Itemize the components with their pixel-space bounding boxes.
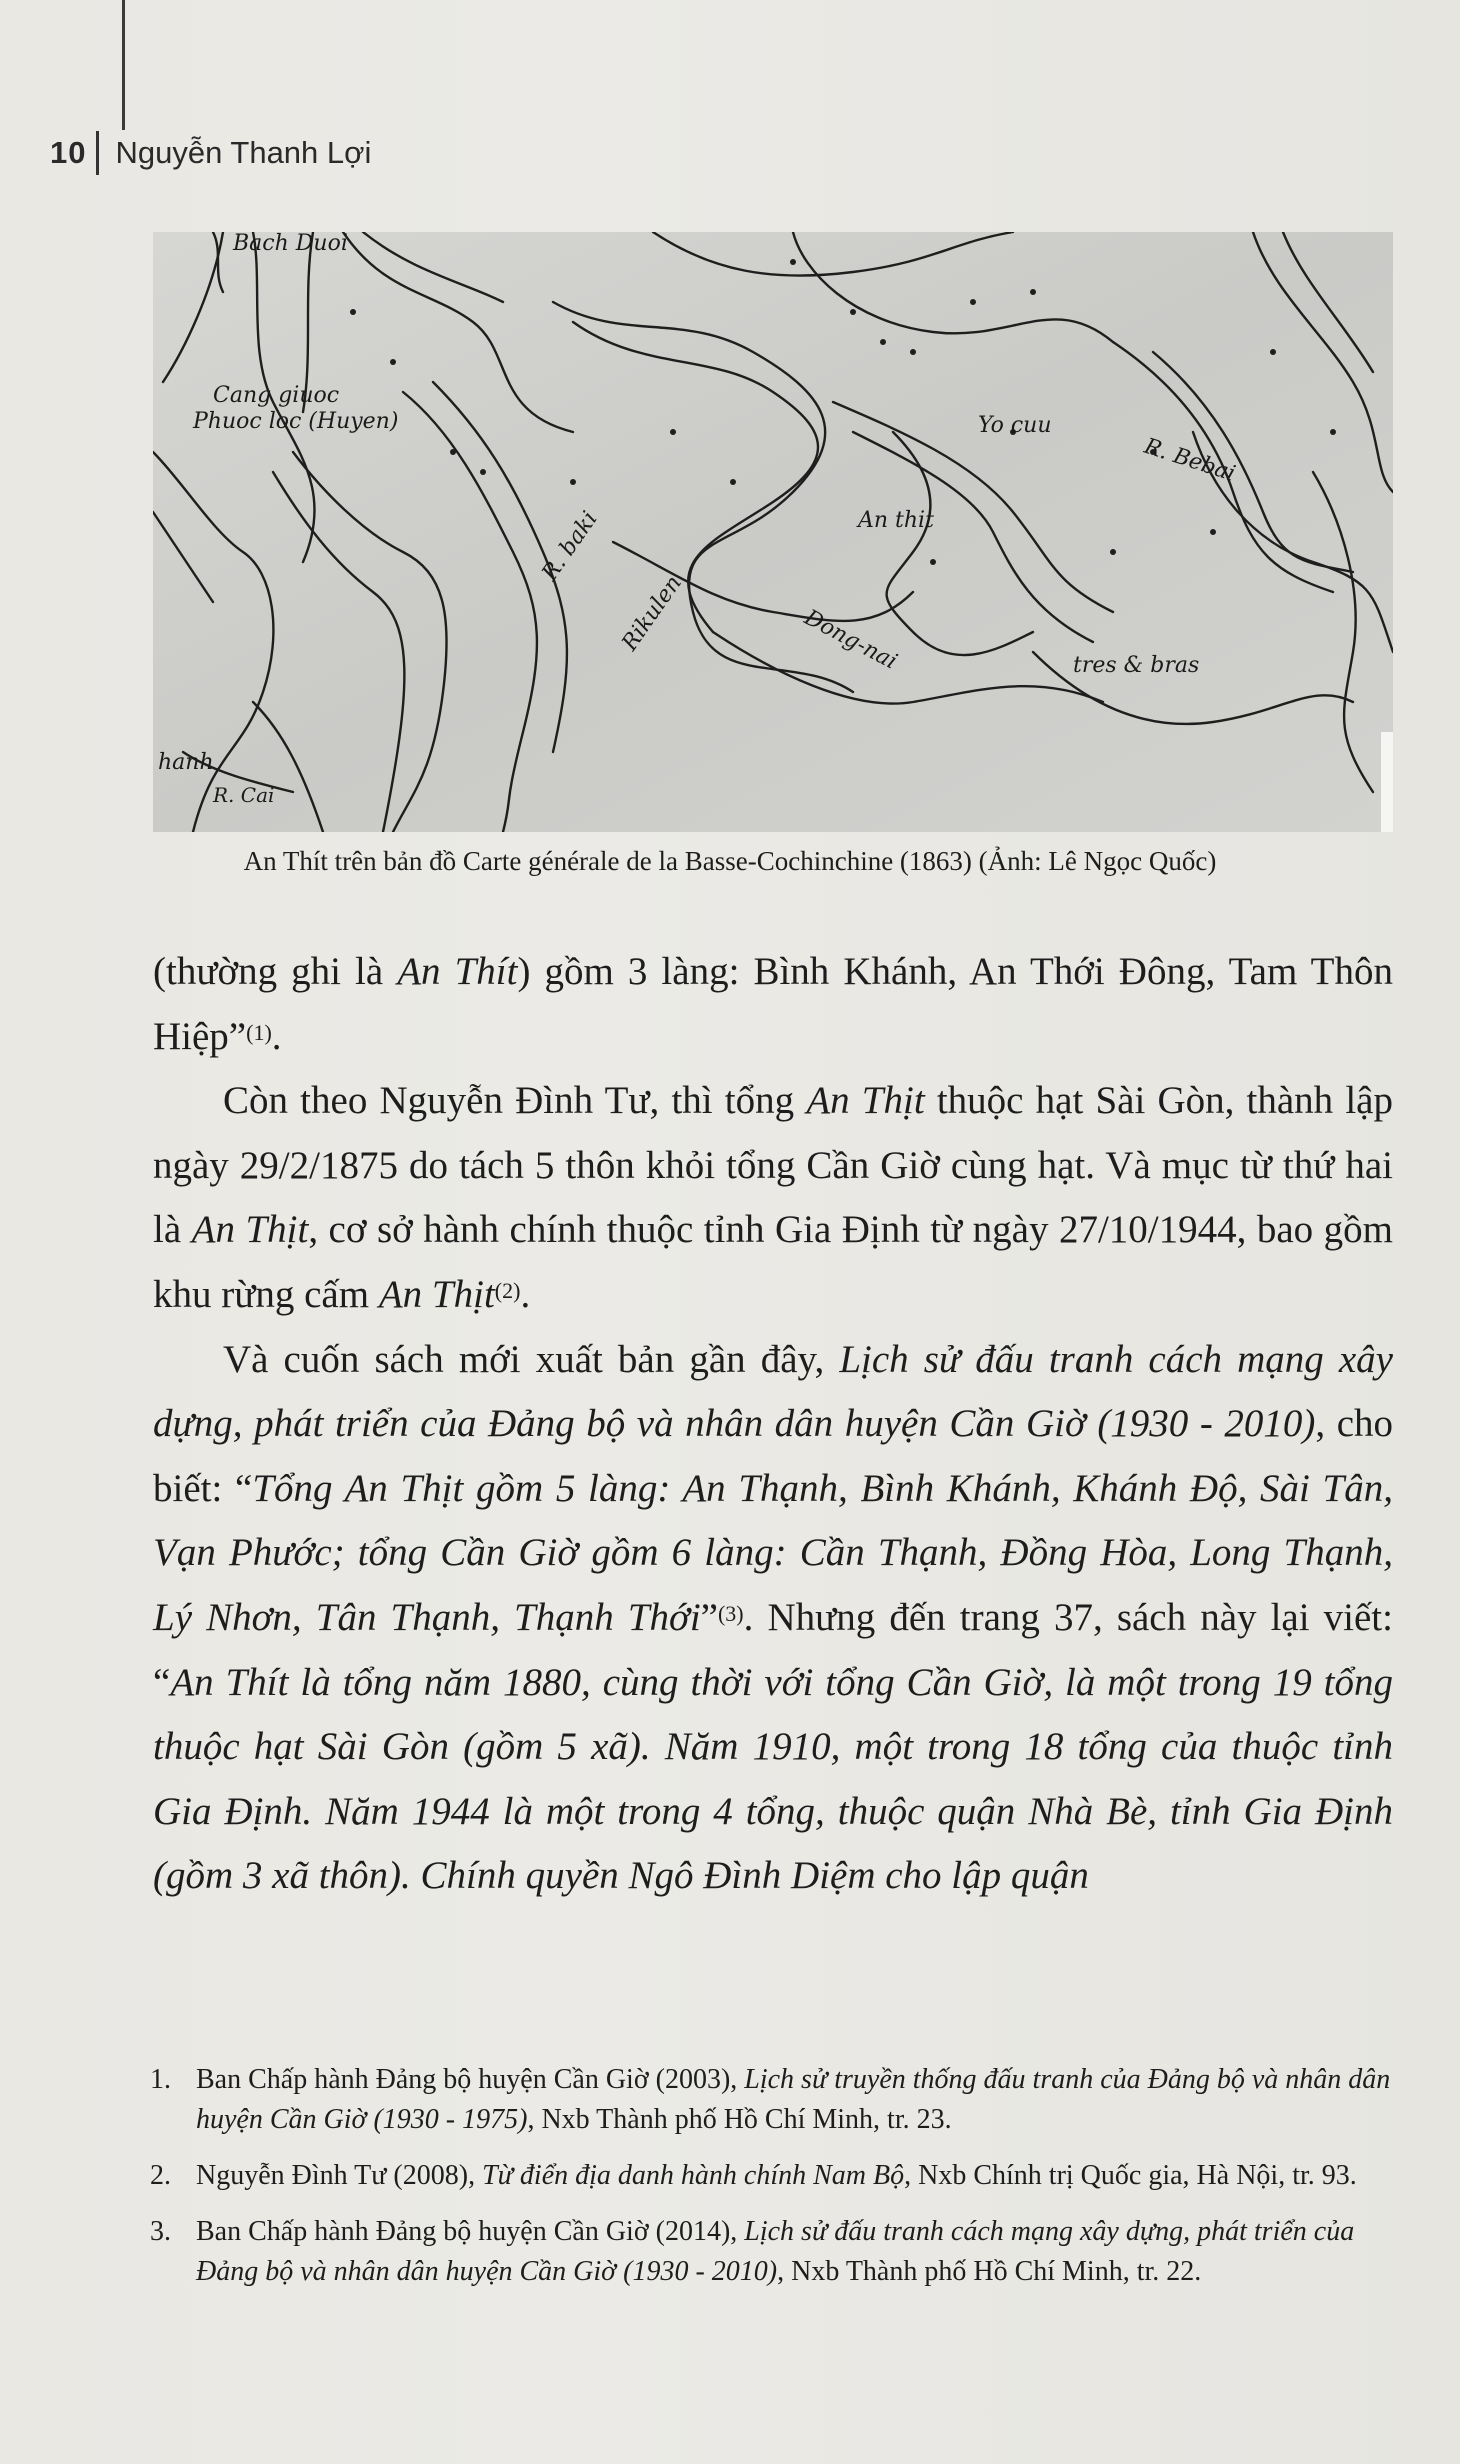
footnote-text: , Nxb Thành phố Hồ Chí Minh, tr. 23. (527, 2104, 952, 2135)
header-divider (96, 131, 99, 175)
footnote-title: Lịch sử truyền thống đấu tranh của Đảng bộ và nhân dân huyện Cần Giờ (1930 - 1975) (196, 2064, 1391, 2135)
historic-map-image (153, 232, 1393, 832)
page-number: 10 (50, 135, 87, 170)
text-span: . Nhưng đến trang 37, sách này lại viết: “ (153, 1595, 1393, 1704)
footnote-3 (150, 2212, 1400, 2292)
figure-caption: An Thít trên bản đồ Carte générale de la Basse-Cochinchine (1863) (Ảnh: Lê Ngọc Quốc) (243, 846, 1217, 876)
italic-span: An Thịt (191, 1208, 309, 1252)
map-label-thanh: hanh (158, 750, 214, 775)
map-label-r-baki: R. baki (537, 507, 603, 586)
text-span: Và cuốn sách mới xuất bản gần đây, (223, 1337, 840, 1381)
italic-span: An Thịt (378, 1272, 495, 1316)
map-label-yo-cuu: Yo cuu (978, 413, 1052, 438)
text-span: . (520, 1272, 531, 1316)
footnote-ref: (2) (494, 1277, 521, 1303)
map-label-tres-bras: tres & bras (1073, 653, 1200, 678)
footnote-title: Từ điển địa danh hành chính Nam Bộ (482, 2160, 905, 2191)
footnote-text: , Nxb Thành phố Hồ Chí Minh, tr. 22. (777, 2256, 1202, 2287)
footnote-text: , Nxb Chính trị Quốc gia, Hà Nội, tr. 93. (904, 2160, 1357, 2191)
text-span: thuộc hạt Sài Gòn, thành lập ngày 29/2/1875 do tách 5 thôn khỏi tổng Cần Giờ cùng hạt. Và mục từ thứ hai là (153, 1079, 1393, 1252)
map-label-bach-duoi: Bach Duoi (233, 232, 348, 256)
footnote-text: Nguyễn Đình Tư (2008), (196, 2160, 483, 2191)
footnote-title: Lịch sử đấu tranh cách mạng xây dựng, phát triển của Đảng bộ và nhân dân huyện Cần Giờ (1930 - 2010) (196, 2216, 1355, 2287)
text-span: (thường ghi là (153, 950, 398, 993)
footnotes (150, 2060, 1400, 2308)
paragraph-2 (153, 1069, 1393, 1327)
map-label-r-cai: R. Cai (213, 783, 275, 807)
paragraph-3 (153, 1328, 1393, 1909)
text-span: , cho biết: “ (153, 1402, 1393, 1510)
footnote-1 (150, 2060, 1400, 2140)
text-span: Còn theo Nguyễn Đình Tư, thì tổng (223, 1079, 807, 1123)
body-text (153, 940, 1393, 1909)
text-span: ) gồm 3 làng: Bình Khánh, An Thới Đông, Tam Thôn Hiệp” (153, 950, 1393, 1058)
italic-span: An Thít là tổng năm 1880, cùng thời với tổng Cần Giờ, là một trong 19 tổng thuộc hạt Sài Gòn (gồm 5 xã). Năm 1910, một trong 18 tổng của thuộc tỉnh Gia Định. Năm 1944 là một trong 4 tổng, thuộc quận Nhà Bè, tỉnh Gia Định (gồm 3 xã thôn). Chính quyền Ngô Đình Diệm cho lập quận (153, 1660, 1393, 1898)
footnote-ref: (1) (246, 1019, 272, 1045)
map-label-rikulen: Rikulen (617, 571, 687, 656)
map-label-an-thit: An thit (858, 508, 934, 533)
running-header (50, 128, 371, 178)
italic-span: Lịch sử đấu tranh cách mạng xây dựng, phát triển của Đảng bộ và nhân dân huyện Cần Giờ (1930 - 2010) (153, 1337, 1393, 1446)
footnote-ref: (3) (717, 1600, 744, 1626)
footnote-2 (150, 2156, 1400, 2196)
map-label-cang-giuoc: Cang giuoc (213, 383, 340, 408)
footnote-number: 3. (150, 2216, 171, 2247)
italic-span: Tổng An Thịt gồm 5 làng: An Thạnh, Bình Khánh, Khánh Độ, Sài Tân, Vạn Phước; tổng Cần Giờ gồm 6 làng: Cần Thạnh, Đồng Hòa, Long Thạnh, Lý Nhơn, Tân Thạnh, Thạnh Thới (153, 1466, 1393, 1639)
page-edge-line (122, 0, 125, 130)
map-label-r-bebai: R. Bebai (1141, 433, 1239, 487)
text-span: ” (700, 1595, 718, 1639)
text-span: , cơ sở hành chính thuộc tỉnh Gia Định từ ngày 27/10/1944, bao gồm khu rừng cấm (153, 1208, 1393, 1316)
footnote-text: Ban Chấp hành Đảng bộ huyện Cần Giờ (2014), (196, 2216, 745, 2247)
text-span: . (271, 1014, 282, 1058)
italic-span: An Thịt (806, 1079, 925, 1123)
map-label-dong-nai: Dong-nai (800, 605, 902, 675)
header-author: Nguyễn Thanh Lợi (115, 135, 372, 170)
italic-span: An Thít (397, 950, 518, 993)
map-label-phuoc-loc: Phuoc loc (Huyen) (193, 409, 399, 434)
map-figure (153, 232, 1393, 832)
footnote-number: 1. (150, 2064, 171, 2095)
footnote-text: Ban Chấp hành Đảng bộ huyện Cần Giờ (2003), (196, 2064, 745, 2095)
paragraph-1 (153, 940, 1393, 1069)
footnote-number: 2. (150, 2160, 171, 2191)
